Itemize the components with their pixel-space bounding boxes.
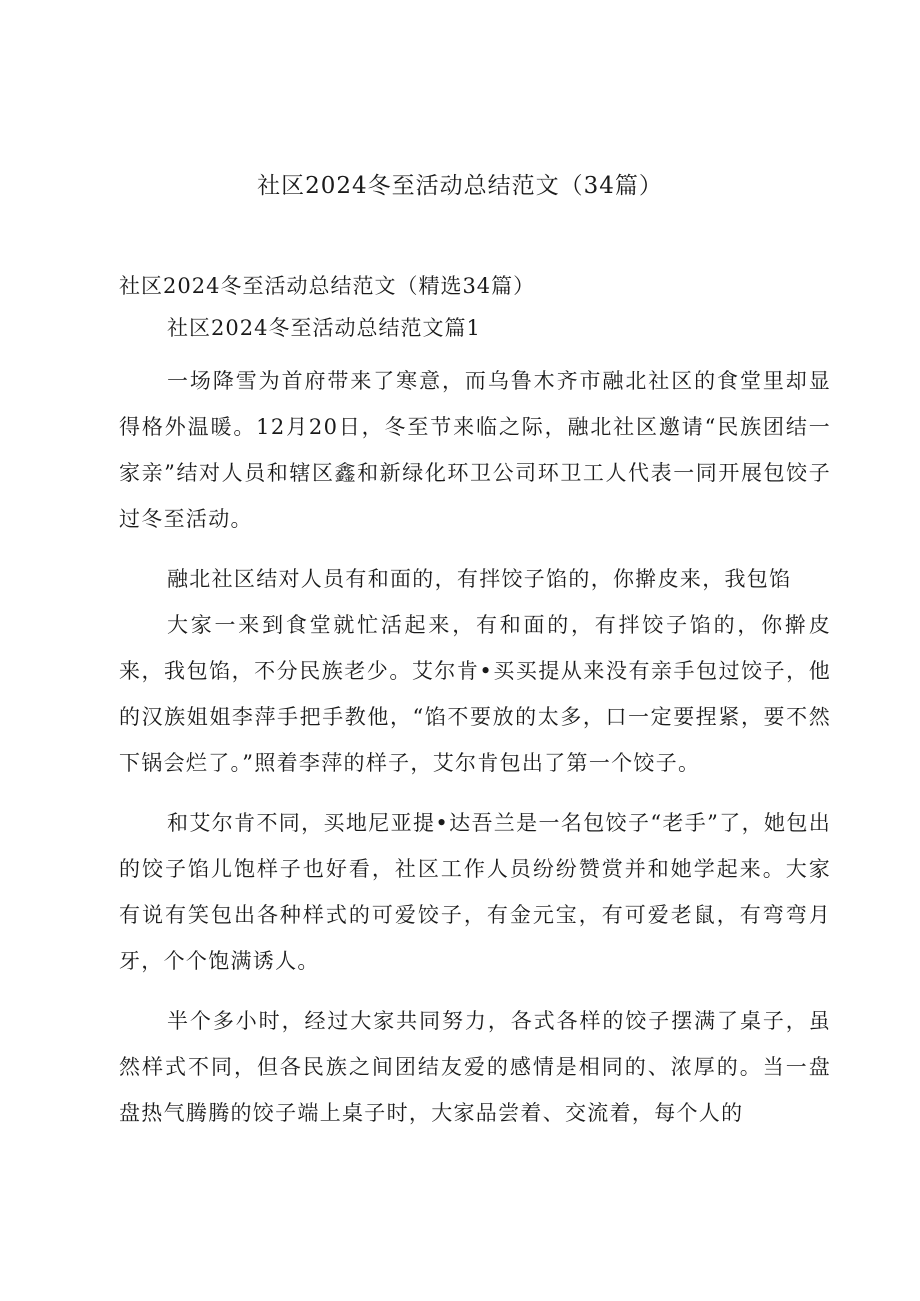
document-body — [119, 270, 831, 1150]
paragraph-5: 半个多小时，经过大家共同努力，各式各样的饺子摆满了桌子，虽然样式不同，但各民族之间团结友爱的感情是相同的、浓厚的。当一盘盘热气腾腾的饺子端上桌子时，大家品尝着、交流着，每个人的 — [119, 1009, 831, 1125]
paragraph-1: 一场降雪为首府带来了寒意，而乌鲁木齐市融北社区的食堂里却显得格外温暖。12月20日，冬至节来临之际，融北社区邀请“民族团结一家亲”结对人员和辖区鑫和新绿化环卫公司环卫工人代表一同开展包饺子过冬至活动。 — [119, 369, 831, 531]
paragraph-4: 和艾尔肯不同，买地尼亚提•达吾兰是一名包饺子“老手”了，她包出的饺子馅儿饱样子也好看，社区工作人员纷纷赞赏并和她学起来。大家有说有笑包出各种样式的可爱饺子，有金元宝，有可爱老鼠，有弯弯月牙，个个饱满诱人。 — [119, 811, 831, 973]
paragraph-2: 融北社区结对人员有和面的，有拌饺子馅的，你擀皮来，我包馅 — [167, 567, 792, 591]
section-heading: 社区2024冬至活动总结范文篇1 — [167, 316, 481, 340]
paragraph-3: 大家一来到食堂就忙活起来，有和面的，有拌饺子馅的，你擀皮来，我包馅，不分民族老少。艾尔肯•买买提从来没有亲手包过饺子，他的汉族姐姐李萍手把手教他，“馅不要放的太多，口一定要捏紧，要不然下锅会烂了。”照着李萍的样子，艾尔肯包出了第一个饺子。 — [119, 613, 831, 775]
document-subtitle: 社区2024冬至活动总结范文（精选34篇） — [119, 274, 536, 298]
document-title: 社区2024冬至活动总结范文（34篇） — [257, 173, 663, 199]
